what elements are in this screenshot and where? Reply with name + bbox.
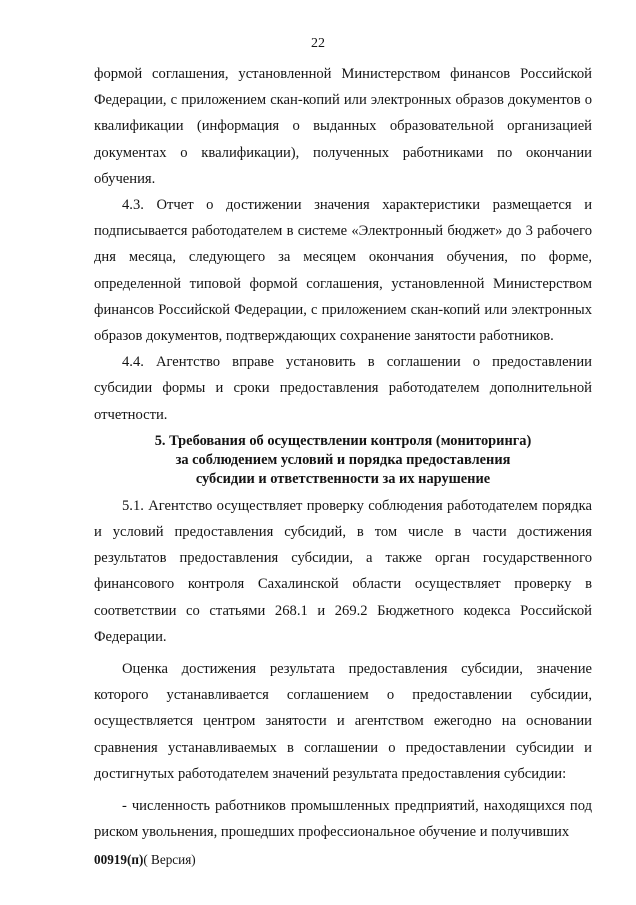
document-footer	[94, 852, 196, 868]
paragraph-continuation: формой соглашения, установленной Министерством финансов Российской Федерации, с приложением скан-копий или электронных образов документов о квалификации (информация о выданных образовательной организацией документах о квалификации), полученных работниками по окончании обучения.	[94, 66, 592, 187]
paragraph-4-4: 4.4. Агентство вправе установить в соглашении о предоставлении субсидии формы и сроки предоставления работодателем дополнительной отчетности.	[94, 354, 592, 423]
section-5-heading-line-1: 5. Требования об осуществлении контроля (мониторинга)	[154, 432, 532, 449]
document-code: 00919(п)	[94, 852, 144, 867]
paragraph-4-3: 4.3. Отчет о достижении значения характеристики размещается и подписывается работодателем в системе «Электронный бюджет» до 3 рабочего дня месяца, следующего за месяцем окончания обучения, по форме, определенной типовой формой соглашения, установленной Министерством финансов Российской Федерации, с приложением скан-копий или электронных образов документов, подтверждающих сохранение занятости работников.	[94, 197, 592, 345]
document-version: ( Версия)	[143, 852, 196, 867]
paragraph-list-item: - численность работников промышленных предприятий, находящихся под риском увольнения, прошедших профессиональное обучение и получивших	[94, 798, 592, 841]
page-number: 22	[311, 36, 325, 51]
section-5-heading-line-2: за соблюдением условий и порядка предоставления	[175, 451, 511, 468]
section-5-heading-line-3: субсидии и ответственности за их нарушение	[195, 470, 491, 487]
paragraph-5-1: 5.1. Агентство осуществляет проверку соблюдения работодателем порядка и условий предоставления субсидий, в том числе в части достижения результатов предоставления субсидии, а также орган государственного финансового контроля Сахалинской области осуществляет проверку в соответствии со статьями 268.1 и 269.2 Бюджетного кодекса Российской Федерации.	[94, 497, 592, 645]
section-5-heading	[94, 428, 592, 493]
paragraph-assessment: Оценка достижения результата предоставления субсидии, значение которого устанавливается соглашением о предоставлении субсидии, осуществляется центром занятости и агентством ежегодно на основании сравнения устанавливаемых в соглашении о предоставлении субсидии и достигнутых работодателем значений результата предоставления субсидии:	[94, 661, 592, 782]
document-body	[94, 61, 592, 845]
